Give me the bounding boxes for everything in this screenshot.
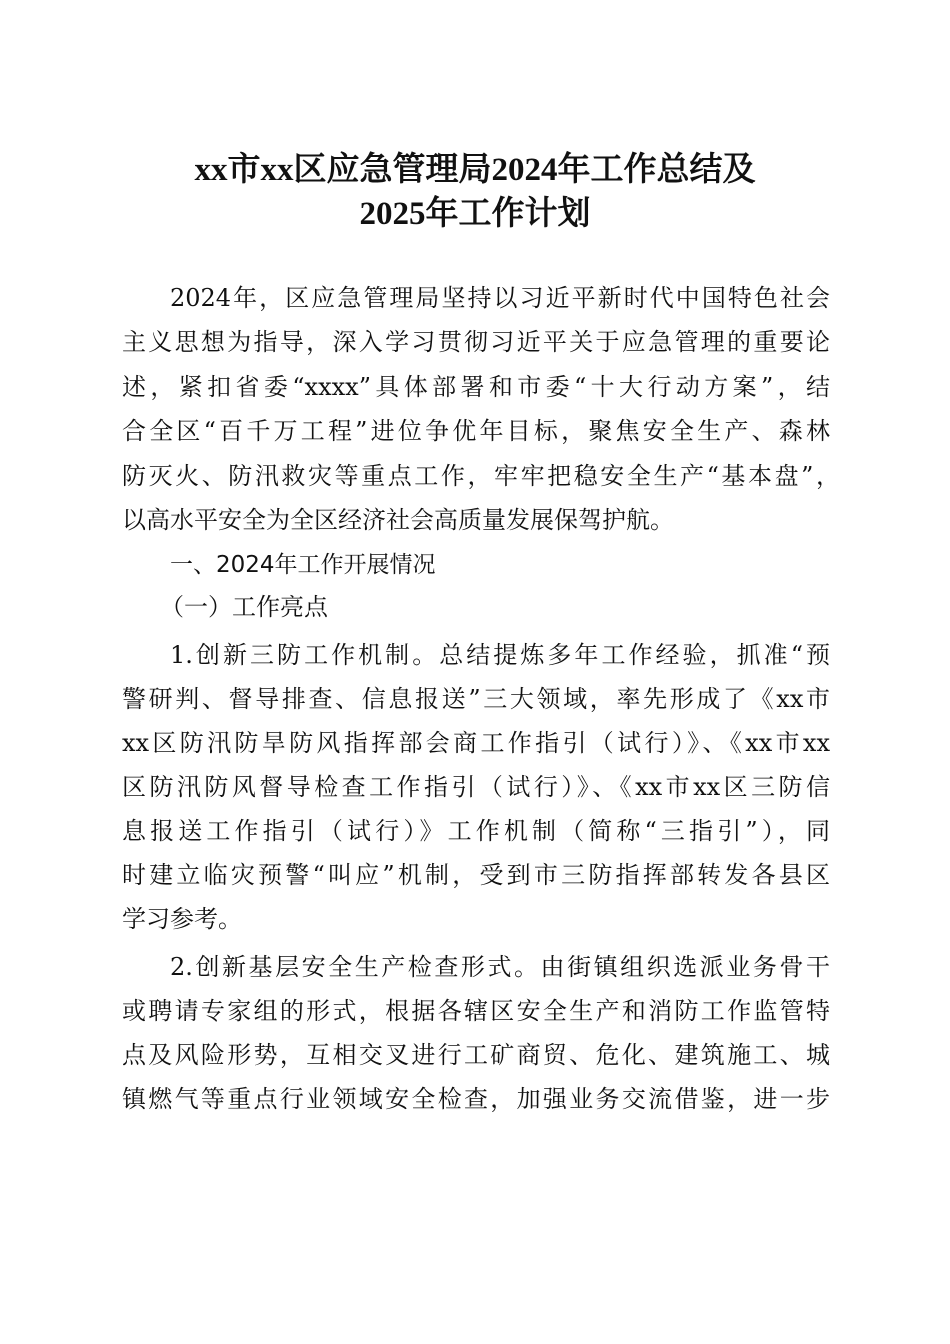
text-line: 以高水平安全为全区经济社会高质量发展保驾护航。 [122,506,674,534]
text-line: 区防汛防风督导检查工作指引（试行）》、《xx市xx区三防信 [122,773,830,801]
text-line: 1.创新三防工作机制。总结提炼多年工作经验，抓准“预 [170,641,830,669]
text-line: 2024年，区应急管理局坚持以习近平新时代中国特色社会 [170,284,830,312]
text-line: 2.创新基层安全生产检查形式。由街镇组织选派业务骨干 [170,953,830,981]
subsection-heading: （一）工作亮点 [160,593,328,621]
text-line: xx区防汛防旱防风指挥部会商工作指引（试行）》、《xx市xx [122,729,830,757]
text-line: 点及风险形势，互相交叉进行工矿商贸、危化、建筑施工、城 [122,1041,830,1069]
text-line: 学习参考。 [122,905,242,933]
section-heading: 一、2024年工作开展情况 [170,552,436,578]
text-line: 合全区“百千万工程”进位争优年目标，聚焦安全生产、森林 [122,417,830,445]
text-line: 或聘请专家组的形式，根据各辖区安全生产和消防工作监管特 [122,997,830,1025]
text-line: 息报送工作指引（试行）》工作机制（简称“三指引”），同 [122,817,830,845]
document-title-line-2: 2025年工作计划 [359,196,591,232]
text-line: 镇燃气等重点行业领域安全检查，加强业务交流借鉴，进一步 [122,1085,830,1113]
text-line: 述，紧扣省委“xxxx”具体部署和市委“十大行动方案”，结 [122,373,830,401]
text-line: 主义思想为指导，深入学习贯彻习近平关于应急管理的重要论 [122,328,830,356]
text-line: 防灭火、防汛救灾等重点工作，牢牢把稳安全生产“基本盘”， [122,462,840,490]
text-line: 警研判、督导排查、信息报送”三大领域，率先形成了《xx市 [122,685,830,713]
text-line: 时建立临灾预警“叫应”机制，受到市三防指挥部转发各县区 [122,861,830,889]
document-title-line-1: xx市xx区应急管理局2024年工作总结及 [194,152,756,188]
